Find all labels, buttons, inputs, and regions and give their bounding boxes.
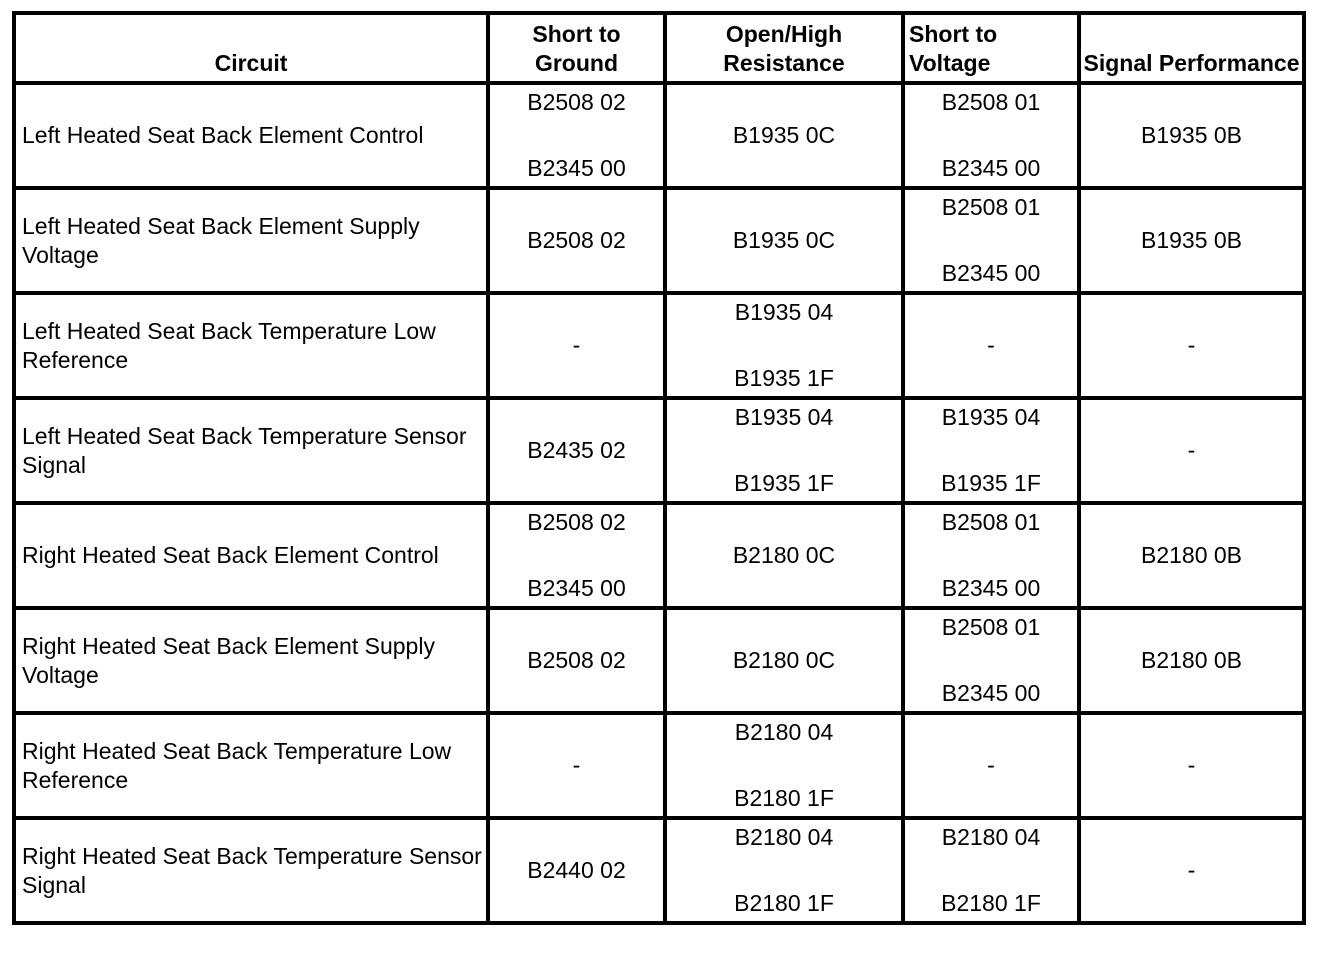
dtc-code: B2508 01 <box>941 509 1041 535</box>
dtc-code: B2345 00 <box>941 260 1041 286</box>
dtc-cell <box>665 293 903 398</box>
dtc-code: B1935 1F <box>734 365 834 391</box>
dtc-cell <box>665 818 903 923</box>
dtc-code: B1935 04 <box>734 404 834 430</box>
dtc-cell <box>1079 818 1304 923</box>
header-circuit: Circuit <box>14 13 488 83</box>
dtc-cell <box>488 503 665 608</box>
circuit-name: Right Heated Seat Back Element Control <box>14 503 488 608</box>
dtc-code: B2180 1F <box>734 785 834 811</box>
dtc-code: B2180 04 <box>941 824 1041 850</box>
dtc-cell <box>665 188 903 293</box>
table-row <box>14 713 1304 818</box>
dtc-code: - <box>572 752 581 778</box>
dtc-cell <box>665 608 903 713</box>
dtc-code: B2508 02 <box>527 89 626 115</box>
table-header-row <box>14 13 1304 83</box>
dtc-code: B2440 02 <box>527 857 626 883</box>
dtc-cell <box>1079 188 1304 293</box>
table-row <box>14 293 1304 398</box>
dtc-cell <box>488 293 665 398</box>
dtc-cell <box>488 188 665 293</box>
table-body <box>14 83 1304 923</box>
dtc-cell <box>903 83 1079 188</box>
dtc-code: B1935 0C <box>732 227 836 253</box>
dtc-cell <box>903 713 1079 818</box>
dtc-code: - <box>987 752 995 778</box>
dtc-code: B2508 02 <box>527 647 626 673</box>
dtc-cell <box>1079 608 1304 713</box>
circuit-name: Right Heated Seat Back Temperature Low Reference <box>14 713 488 818</box>
dtc-code: B2345 00 <box>941 575 1041 601</box>
dtc-cell <box>488 398 665 503</box>
dtc-code: B2180 1F <box>734 890 834 916</box>
dtc-cell <box>665 398 903 503</box>
dtc-cell <box>1079 293 1304 398</box>
dtc-circuit-table <box>12 11 1306 925</box>
circuit-name: Right Heated Seat Back Temperature Sensor Signal <box>14 818 488 923</box>
circuit-name: Left Heated Seat Back Element Control <box>14 83 488 188</box>
dtc-code: B2508 01 <box>941 194 1041 220</box>
dtc-code: B2508 02 <box>527 227 626 253</box>
dtc-cell <box>488 83 665 188</box>
dtc-code: - <box>1187 437 1196 463</box>
dtc-code: B2180 0C <box>732 647 836 673</box>
dtc-cell <box>665 713 903 818</box>
dtc-code: B1935 04 <box>941 404 1041 430</box>
dtc-code: B2508 02 <box>527 509 626 535</box>
circuit-name: Left Heated Seat Back Element Supply Voltage <box>14 188 488 293</box>
dtc-code: - <box>1187 857 1196 883</box>
dtc-code: B1935 1F <box>734 470 834 496</box>
dtc-code: - <box>1187 752 1196 778</box>
dtc-code: B2180 1F <box>941 890 1041 916</box>
dtc-code: B2508 01 <box>941 89 1041 115</box>
dtc-cell <box>488 713 665 818</box>
dtc-code: B1935 04 <box>734 299 834 325</box>
dtc-cell <box>488 608 665 713</box>
dtc-code: B2345 00 <box>527 575 626 601</box>
dtc-cell <box>665 503 903 608</box>
table-row <box>14 608 1304 713</box>
circuit-name: Left Heated Seat Back Temperature Sensor Signal <box>14 398 488 503</box>
dtc-cell <box>903 503 1079 608</box>
dtc-code: B2345 00 <box>941 680 1041 706</box>
dtc-code: - <box>572 332 581 358</box>
dtc-code: - <box>987 332 995 358</box>
dtc-code: - <box>1187 332 1196 358</box>
circuit-name: Right Heated Seat Back Element Supply Voltage <box>14 608 488 713</box>
dtc-code: B2508 01 <box>941 614 1041 640</box>
circuit-name: Left Heated Seat Back Temperature Low Reference <box>14 293 488 398</box>
dtc-cell <box>903 293 1079 398</box>
table-row <box>14 398 1304 503</box>
dtc-code: B1935 0C <box>732 122 836 148</box>
header-short-to-voltage: Short to Voltage <box>903 13 1079 83</box>
dtc-cell <box>1079 83 1304 188</box>
dtc-code: B2345 00 <box>527 155 626 181</box>
dtc-code: B1935 0B <box>1140 227 1243 253</box>
dtc-cell <box>1079 713 1304 818</box>
table-row <box>14 818 1304 923</box>
dtc-code: B2180 04 <box>734 719 834 745</box>
header-signal-performance: Signal Performance <box>1079 13 1304 83</box>
dtc-code: B2345 00 <box>941 155 1041 181</box>
dtc-code: B1935 0B <box>1140 122 1243 148</box>
dtc-cell <box>1079 503 1304 608</box>
dtc-code: B1935 1F <box>941 470 1041 496</box>
dtc-cell <box>903 398 1079 503</box>
dtc-code: B2180 0B <box>1140 647 1243 673</box>
dtc-cell <box>903 608 1079 713</box>
dtc-code: B2180 0C <box>732 542 836 568</box>
dtc-cell <box>903 188 1079 293</box>
dtc-cell <box>1079 398 1304 503</box>
table-row <box>14 83 1304 188</box>
dtc-cell <box>665 83 903 188</box>
dtc-code: B2180 0B <box>1140 542 1243 568</box>
header-short-to-ground: Short to Ground <box>488 13 665 83</box>
header-open-high-resistance: Open/High Resistance <box>665 13 903 83</box>
dtc-cell <box>903 818 1079 923</box>
dtc-code: B2435 02 <box>527 437 626 463</box>
dtc-code: B2180 04 <box>734 824 834 850</box>
dtc-cell <box>488 818 665 923</box>
table-row <box>14 503 1304 608</box>
table-row <box>14 188 1304 293</box>
